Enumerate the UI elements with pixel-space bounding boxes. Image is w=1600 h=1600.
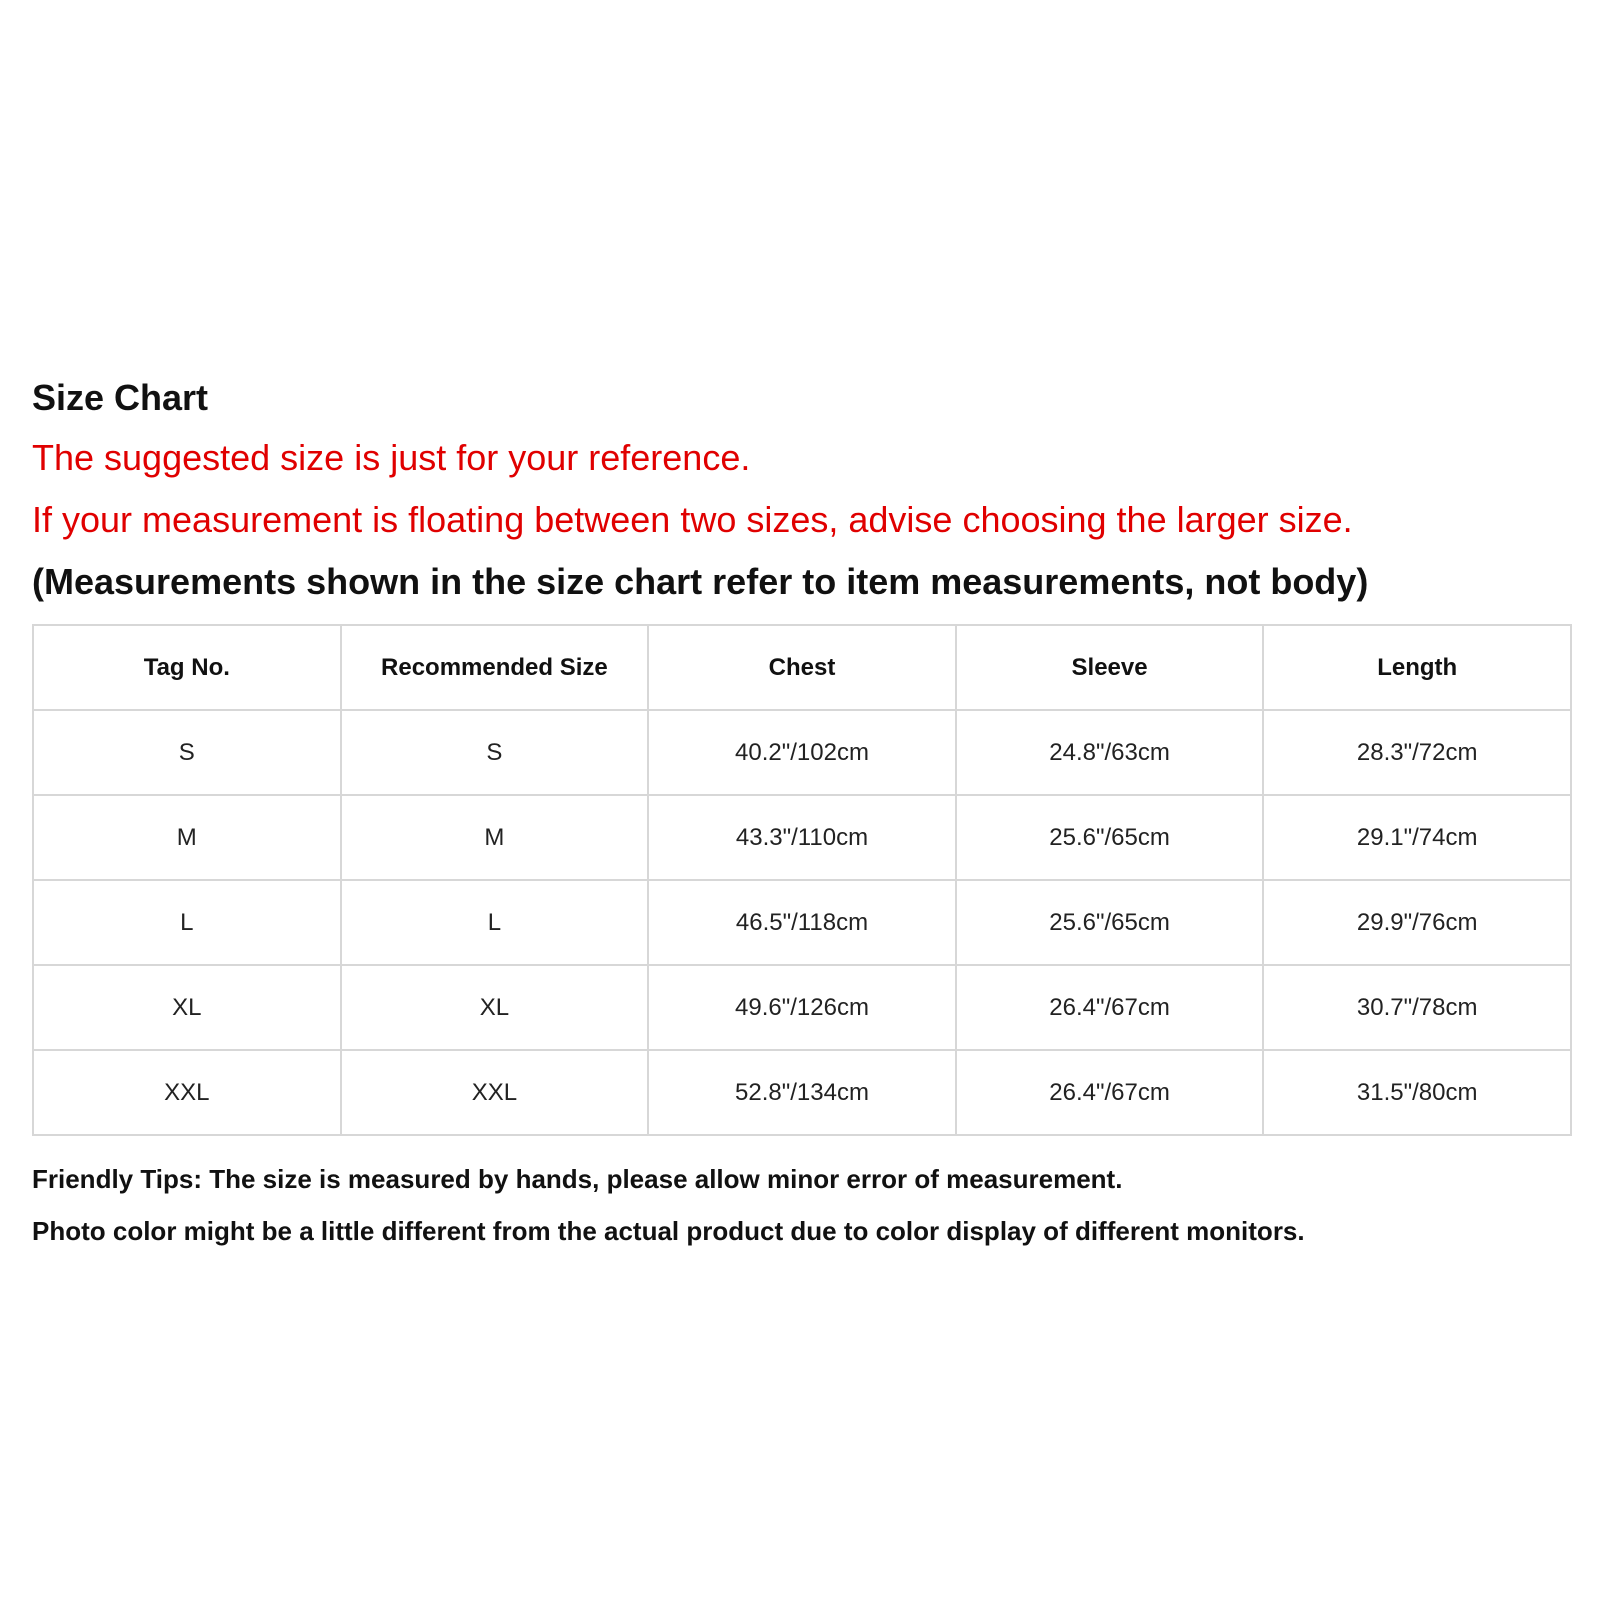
header-sleeve: Sleeve <box>956 625 1264 710</box>
table-row <box>33 880 1571 965</box>
header-chest: Chest <box>648 625 956 710</box>
table-row <box>33 710 1571 795</box>
size-chart-document <box>32 378 1572 1268</box>
cell-sleeve: 25.6"/65cm <box>956 795 1264 880</box>
cell-chest: 52.8"/134cm <box>648 1050 956 1135</box>
cell-tag-no: S <box>33 710 341 795</box>
cell-length: 29.9"/76cm <box>1263 880 1571 965</box>
between-sizes-note: If your measurement is floating between two sizes, advise choosing the larger size. <box>32 499 1353 540</box>
cell-recommended-size: XL <box>341 965 649 1050</box>
cell-recommended-size: M <box>341 795 649 880</box>
cell-sleeve: 26.4"/67cm <box>956 1050 1264 1135</box>
cell-chest: 49.6"/126cm <box>648 965 956 1050</box>
cell-chest: 40.2"/102cm <box>648 710 956 795</box>
cell-recommended-size: S <box>341 710 649 795</box>
friendly-tip: Friendly Tips: The size is measured by hands, please allow minor error of measurement. <box>32 1164 1123 1194</box>
header-length: Length <box>1263 625 1571 710</box>
cell-length: 29.1"/74cm <box>1263 795 1571 880</box>
cell-sleeve: 24.8"/63cm <box>956 710 1264 795</box>
cell-recommended-size: XXL <box>341 1050 649 1135</box>
cell-chest: 43.3"/110cm <box>648 795 956 880</box>
cell-length: 28.3"/72cm <box>1263 710 1571 795</box>
cell-sleeve: 26.4"/67cm <box>956 965 1264 1050</box>
table-row <box>33 1050 1571 1135</box>
cell-recommended-size: L <box>341 880 649 965</box>
cell-sleeve: 25.6"/65cm <box>956 880 1264 965</box>
size-table <box>32 624 1572 1136</box>
cell-tag-no: M <box>33 795 341 880</box>
header-tag-no: Tag No. <box>33 625 341 710</box>
table-row <box>33 965 1571 1050</box>
cell-tag-no: XXL <box>33 1050 341 1135</box>
cell-length: 31.5"/80cm <box>1263 1050 1571 1135</box>
cell-length: 30.7"/78cm <box>1263 965 1571 1050</box>
measurement-note: (Measurements shown in the size chart refer to item measurements, not body) <box>32 561 1369 602</box>
cell-tag-no: L <box>33 880 341 965</box>
cell-tag-no: XL <box>33 965 341 1050</box>
header-recommended-size: Recommended Size <box>341 625 649 710</box>
photo-color-tip: Photo color might be a little different from the actual product due to color display of different monitors. <box>32 1216 1305 1246</box>
tips-section <box>32 1164 1572 1246</box>
table-header-row <box>33 625 1571 710</box>
reference-note: The suggested size is just for your reference. <box>32 437 751 478</box>
cell-chest: 46.5"/118cm <box>648 880 956 965</box>
size-chart-title: Size Chart <box>32 377 209 418</box>
table-row <box>33 795 1571 880</box>
